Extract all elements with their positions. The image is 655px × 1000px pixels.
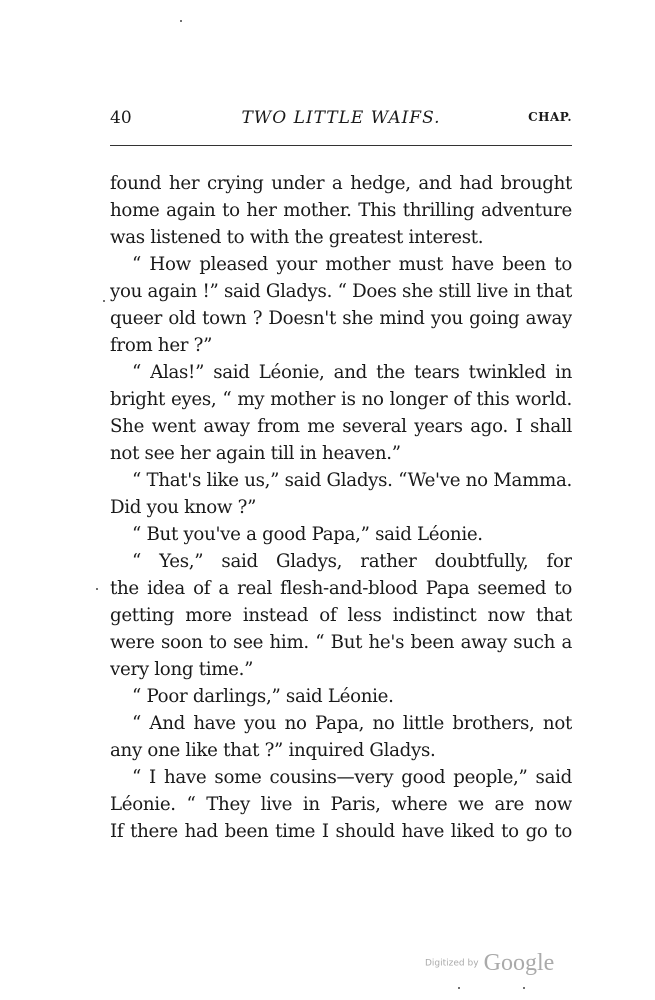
header-rule [110,145,572,146]
running-title: TWO LITTLE WAIFS. [241,108,441,128]
text-line: Did you know ?” [110,497,257,518]
text-line: you again !” said Gladys. “ Does she still live in that [110,281,572,302]
text-line: not see her again till in heaven.” [110,443,401,464]
page-body-text [110,170,572,845]
scan-speck [103,300,105,302]
text-line: were soon to see him. “ But he's been away such a [110,632,572,653]
text-line: very long time.” [110,659,254,680]
text-line: getting more instead of less indistinct now that [110,605,572,626]
page-number: 40 [110,108,132,128]
scan-speck [523,987,525,989]
text-line: from her ?” [110,335,213,356]
text-line: queer old town ? Doesn't she mind you going away [110,308,572,329]
text-line: She went away from me several years ago. I shall [110,416,572,437]
google-watermark [425,950,554,977]
text-line: “ Alas!” said Léonie, and the tears twinkled in [132,362,572,383]
text-line: “ I have some cousins—very good people,” said [132,767,572,788]
text-line: “ But you've a good Papa,” said Léonie. [132,524,483,545]
text-line: the idea of a real flesh-and-blood Papa seemed to [110,578,572,599]
text-line: home again to her mother. This thrilling adventure [110,200,572,221]
text-line: Léonie. “ They live in Paris, where we are now [110,794,572,815]
text-line: any one like that ?” inquired Gladys. [110,740,436,761]
text-line: bright eyes, “ my mother is no longer of this world. [110,389,572,410]
chapter-label: CHAP. [528,110,572,124]
text-line: “ And have you no Papa, no little brothers, not [132,713,572,734]
text-line: “ How pleased your mother must have been to [132,254,572,275]
text-line: found her crying under a hedge, and had brought [110,173,572,194]
text-line: “ Yes,” said Gladys, rather doubtfully, for [132,551,572,572]
text-line: If there had been time I should have liked to go to [110,821,572,842]
scan-speck [180,20,182,22]
running-header [110,108,572,132]
digitized-by-label: Digitized by [425,958,479,969]
text-line: was listened to with the greatest interest. [110,227,484,248]
text-line: “ That's like us,” said Gladys. “We've no Mamma. [132,470,572,491]
scan-speck [96,588,98,590]
text-line: “ Poor darlings,” said Léonie. [132,686,394,707]
google-logo: Google [483,950,555,976]
scan-speck [458,987,460,989]
